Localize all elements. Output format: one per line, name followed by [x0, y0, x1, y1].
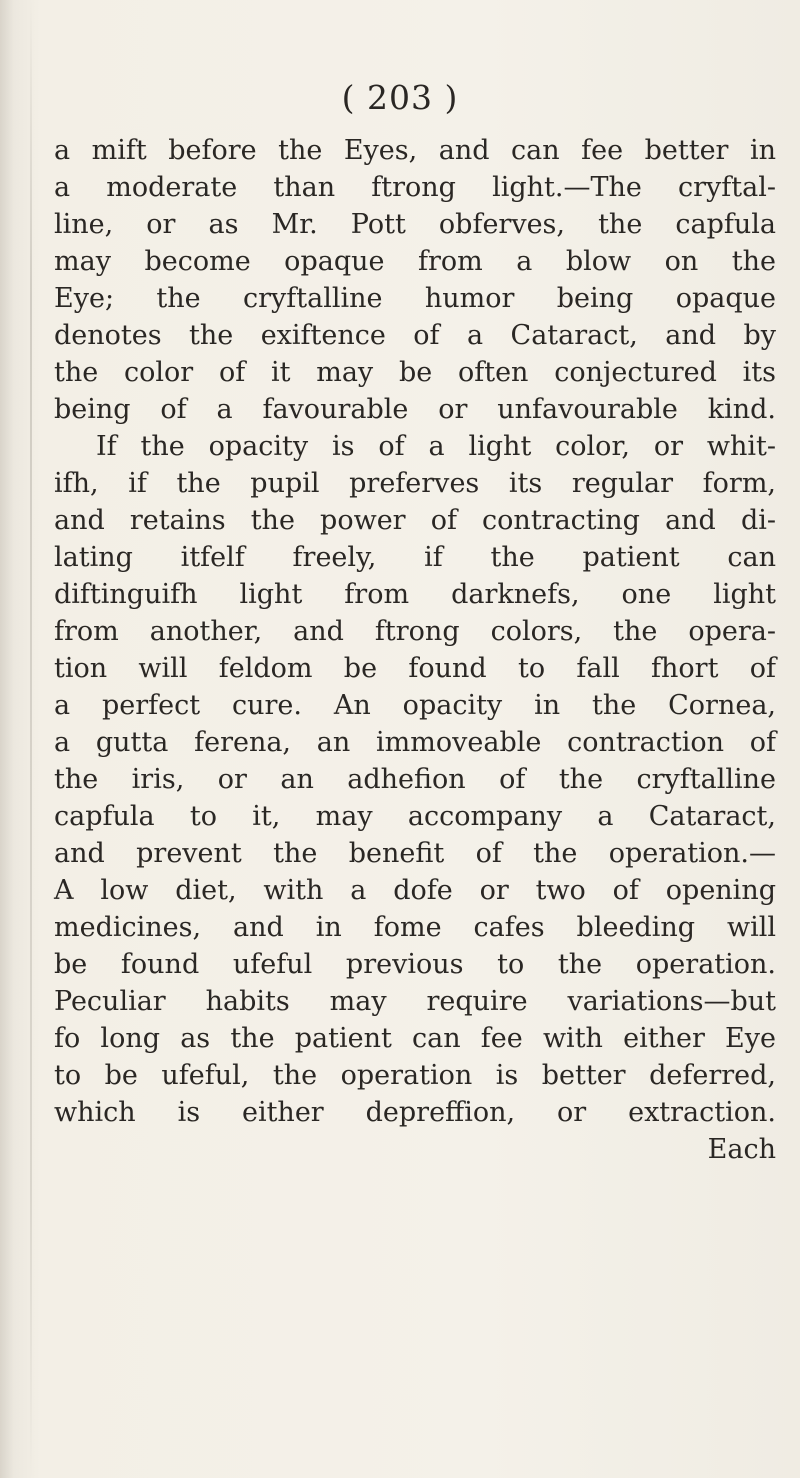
- text-line: and retains the power of contracting and di-: [54, 505, 776, 536]
- text-line: being of a favourable or unfavourable kind.: [54, 394, 776, 425]
- text-line: Peculiar habits may require variations—but: [54, 986, 776, 1017]
- text-line: may become opaque from a blow on the: [54, 246, 776, 277]
- text-line: If the opacity is of a light color, or whit-: [96, 431, 776, 462]
- text-line: line, or as Mr. Pott obferves, the capfula: [54, 209, 776, 240]
- body-text: [54, 132, 776, 1168]
- text-line: denotes the exiftence of a Cataract, and by: [54, 320, 776, 351]
- text-line: which is either depreffion, or extraction.: [54, 1097, 776, 1128]
- text-line: Eye; the cryftalline humor being opaque: [54, 283, 776, 314]
- catchword: Each: [707, 1134, 776, 1165]
- binding-gutter: [30, 0, 32, 1478]
- page-number: ( 203 ): [341, 78, 459, 117]
- text-line: a mift before the Eyes, and can fee better in: [54, 135, 776, 166]
- text-line: a gutta ferena, an immoveable contraction of: [54, 727, 776, 758]
- text-line: to be ufeful, the operation is better deferred,: [54, 1060, 776, 1091]
- text-line: a moderate than ftrong light.—The cryftal-: [54, 172, 776, 203]
- text-line: ifh, if the pupil preferves its regular form,: [54, 468, 776, 499]
- text-line: tion will feldom be found to fall fhort of: [54, 653, 776, 684]
- text-line: a perfect cure. An opacity in the Cornea,: [54, 690, 776, 721]
- text-line: from another, and ftrong colors, the opera-: [54, 616, 776, 647]
- text-line: lating itfelf freely, if the patient can: [54, 542, 776, 573]
- text-line: capfula to it, may accompany a Cataract,: [54, 801, 776, 832]
- text-line: diftinguifh light from darknefs, one light: [54, 579, 776, 610]
- text-line: the iris, or an adhefion of the cryftalline: [54, 764, 776, 795]
- text-line: fo long as the patient can fee with either Eye: [54, 1023, 776, 1054]
- text-line: medicines, and in fome cafes bleeding will: [54, 912, 776, 943]
- text-line: A low diet, with a dofe or two of opening: [54, 875, 776, 906]
- text-line: the color of it may be often conjectured its: [54, 357, 776, 388]
- text-line: be found ufeful previous to the operation.: [54, 949, 776, 980]
- text-line: and prevent the benefit of the operation.—: [54, 838, 776, 869]
